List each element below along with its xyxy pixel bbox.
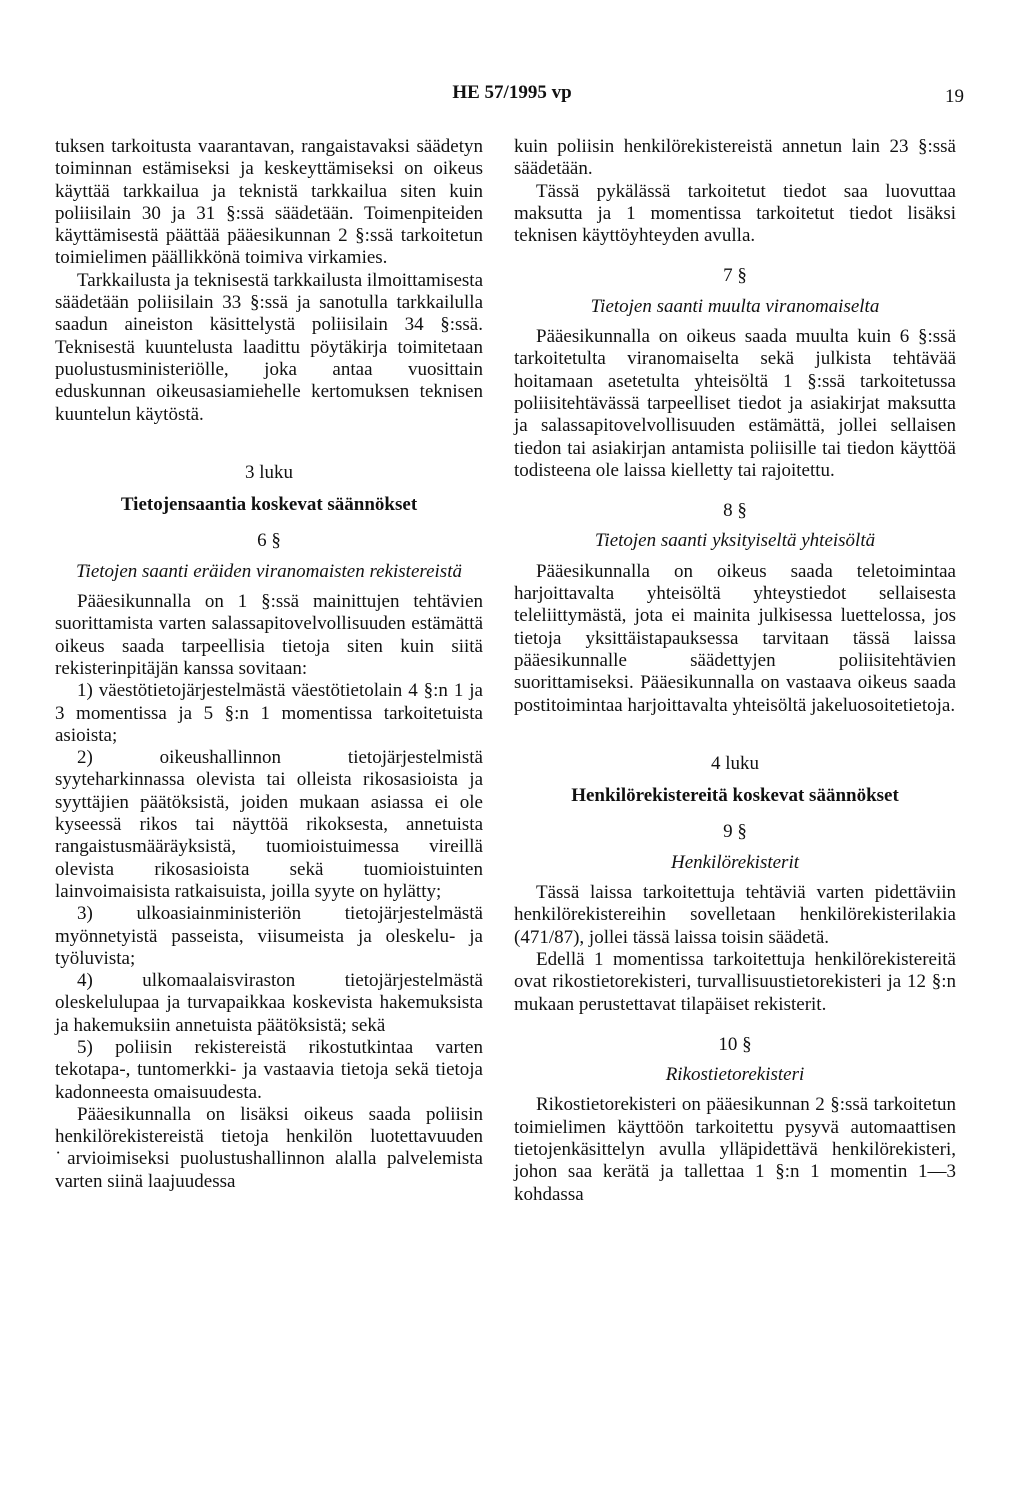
section-title: Tietojen saanti muulta viranomaiselta xyxy=(590,295,880,317)
paragraph: Pääesikunnalla on 1 §:ssä mainittujen tehtävien suorittamista varten salassapitovelvollisuuden estämättä oikeus saada tarpeellisia tietoja siten kuin siitä rekisterinpitäjän kanssa sovitaan: xyxy=(55,591,483,679)
list-item: 2) oikeushallinnon tietojärjestelmistä syyteharkinnassa olevista tai olleista rikosasioista ja syyttäjien päätöksistä, joiden mukaan asiassa ei ole kyseessä rikos tai näyttöä rikoksesta, annetuista rangaistusmääräyksistä, tuomioistuimessa vireillä olevista rikosasioista sekä tuomioistuinten lainvoimaisista ratkaisuista, joilla syyte on hylätty; xyxy=(55,747,483,902)
page-number: 19 xyxy=(945,86,964,107)
section-number: 10 § xyxy=(718,1033,752,1055)
chapter-title: Henkilörekistereitä koskevat säännökset xyxy=(571,785,899,807)
paragraph: Rikostietorekisteri on pääesikunnan 2 §:ssä tarkoitetun toimielimen käyttöön tarkoitettu pysyvä automaattisen tietojenkäsittelyn avulla ylläpidettävä henkilörekisteri, johon saa kerätä ja tallettaa 1 §:n 1 momentin 1—3 kohdassa xyxy=(514,1094,956,1205)
section-title: Tietojen saanti yksityiseltä yhteisöltä xyxy=(594,530,876,552)
paragraph: Edellä 1 momentissa tarkoitettuja henkilörekistereitä ovat rikostietorekisteri, turvallisuustietorekisteri ja 12 §:n mukaan perustettavat tilapäiset rekisterit. xyxy=(514,948,956,1015)
section-title: Henkilörekisterit xyxy=(670,851,800,873)
list-item: 5) poliisin rekistereistä rikostutkintaa varten tekotapa-, tuntomerkki- ja vastaavia tietoja sekä tietoja kadonneesta omaisuudesta. xyxy=(55,1036,483,1103)
paragraph: Tarkkailusta ja teknisestä tarkkailusta ilmoittamisesta säädetään poliisilain 33 §:ssä ja sanotulla tarkkailulla saadun aineiston käsittelystä poliisilain 34 §:ssä. Teknisestä kuuntelusta laadittu pöytäkirja toimitetaan puolustusministeriölle, joka antaa vuosittain eduskunnan oikeusasiamiehelle kertomuksen teknisen kuuntelun käytöstä. xyxy=(55,269,484,425)
paragraph: tuksen tarkoitusta vaarantavan, rangaistavaksi säädetyn toiminnan estämiseksi ja keskeyttämiseksi on oikeus käyttää tarkkailua ja teknistä tarkkailua siten kuin poliisilain 30 ja 31 §:ssä säädetään. Toimenpiteiden käyttämisestä päättää pääesikunnan 2 §:ssä tarkoitetun toimielimen päällikkönä toimiva virkamies. xyxy=(55,136,483,269)
section-number: 8 § xyxy=(723,500,747,522)
chapter-title: Tietojensaantia koskevat säännökset xyxy=(120,494,418,516)
paragraph: kuin poliisin henkilörekistereistä annetun lain 23 §:ssä säädetään. xyxy=(514,136,956,180)
document-reference: HE 57/1995 vp xyxy=(452,82,572,103)
left-column xyxy=(55,136,483,1193)
section-title: Tietojen saanti eräiden viranomaisten rekistereistä xyxy=(76,560,462,582)
paragraph: Pääesikunnalla on oikeus saada muulta kuin 6 §:ssä tarkoitetulta viranomaiselta sekä julkista tehtävää hoitamaan asetetulta yhteisöltä 1 §:ssä tarkoitetussa poliisitehtävässä tarpeelliset tiedot ja asiakirjat maksutta ja salassapitovelvollisuuden estämättä, jollei sellaisen tiedon tai asiakirjan antamista poliisille tai tiedon käyttöä todisteena ole laissa kielletty tai rajoitettu. xyxy=(514,326,956,481)
section-number: 9 § xyxy=(723,821,747,843)
section-number: 7 § xyxy=(723,265,747,287)
page-header xyxy=(0,82,1024,112)
paragraph: Pääesikunnalla on lisäksi oikeus saada poliisin henkilörekistereistä tietoja henkilön luotettavuuden ˙arvioimiseksi puolustushallinnon alalla palvelemista varten siinä laajuudessa xyxy=(55,1103,483,1192)
right-column xyxy=(514,136,956,1206)
chapter-number: 4 luku xyxy=(710,752,760,774)
list-item: 4) ulkomaalaisviraston tietojärjestelmästä oleskelulupaa ja turvapaikkaa koskevista hakemuksista ja hakemuksiin annetuista päätöksistä; sekä xyxy=(55,970,483,1036)
paragraph: Tässä pykälässä tarkoitetut tiedot saa luovuttaa maksutta ja 1 momentissa tarkoitetut tiedot lisäksi teknisen käyttöyhteyden avulla. xyxy=(514,180,956,247)
list-item: 3) ulkoasiainministeriön tietojärjestelmästä myönnetyistä passeista, viisumeista ja oleskelu- ja työluvista; xyxy=(55,903,483,969)
chapter-number: 3 luku xyxy=(244,461,294,483)
paragraph: Tässä laissa tarkoitettuja tehtäviä varten pidettäviin henkilörekistereihin sovelletaan henkilörekisterilakia (471/87), jollei tässä laissa toisin säädetä. xyxy=(514,882,956,948)
list-item: 1) väestötietojärjestelmästä väestötietolain 4 §:n 1 ja 3 momentissa ja 5 §:n 1 momentissa tarkoitetuista asioista; xyxy=(55,680,483,746)
section-number: 6 § xyxy=(257,530,281,552)
section-title: Rikostietorekisteri xyxy=(665,1064,805,1086)
paragraph: Pääesikunnalla on oikeus saada teletoimintaa harjoittavalta yhteisöltä yhteystiedot sellaisesta teleliittymästä, jota ei mainita julkisessa luettelossa, jos tietoja yksittäistapauksessa tarvitaan tässä laissa pääesikunnalle säädettyjen poliisitehtävien suorittamiseksi. Pääesikunnalla on vastaava oikeus saada postitoimintaa harjoittavalta yhteisöltä jakeluosoitetietoja. xyxy=(514,560,956,716)
